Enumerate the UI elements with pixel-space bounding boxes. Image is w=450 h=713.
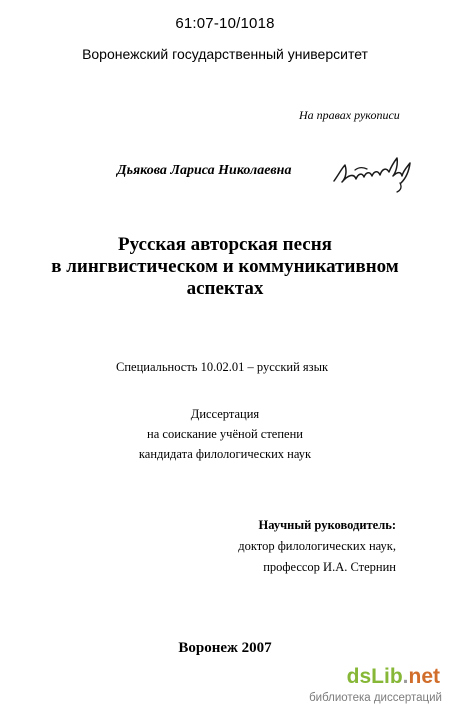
title-line: аспектах [186, 278, 264, 299]
watermark-brand-main: dsLib [346, 665, 403, 688]
title-line: в лингвистическом и коммуникативном [51, 256, 399, 277]
watermark-caption: библиотека диссертаций [309, 692, 442, 704]
supervisor-degree: доктор филологических наук, [238, 539, 396, 553]
watermark-logo [347, 665, 440, 689]
degree-statement [0, 404, 450, 464]
author-signature [330, 148, 420, 194]
city-year: Воронеж 2007 [178, 640, 272, 656]
supervisor-name: профессор И.А. Стернин [263, 560, 396, 574]
library-watermark [309, 665, 442, 709]
archive-code: 61:07-10/1018 [175, 15, 275, 32]
author-name: Дьякова Лариса Николаевна [117, 163, 292, 178]
supervisor-block [232, 515, 396, 578]
watermark-brand-dot: . [402, 665, 409, 688]
degree-line: на соискание учёной степени [147, 427, 303, 441]
watermark-brand-tld: net [408, 665, 440, 688]
rights-note: На правах рукописи [299, 108, 400, 122]
degree-line: Диссертация [190, 407, 260, 421]
title-line: Русская авторская песня [118, 234, 332, 255]
degree-line: кандидата филологических наук [138, 447, 312, 461]
dissertation-title [0, 234, 450, 300]
university-name: Воронежский государственный университет [82, 46, 368, 62]
supervisor-heading: Научный руководитель: [258, 518, 396, 532]
specialty: Специальность 10.02.01 – русский язык [116, 360, 329, 374]
